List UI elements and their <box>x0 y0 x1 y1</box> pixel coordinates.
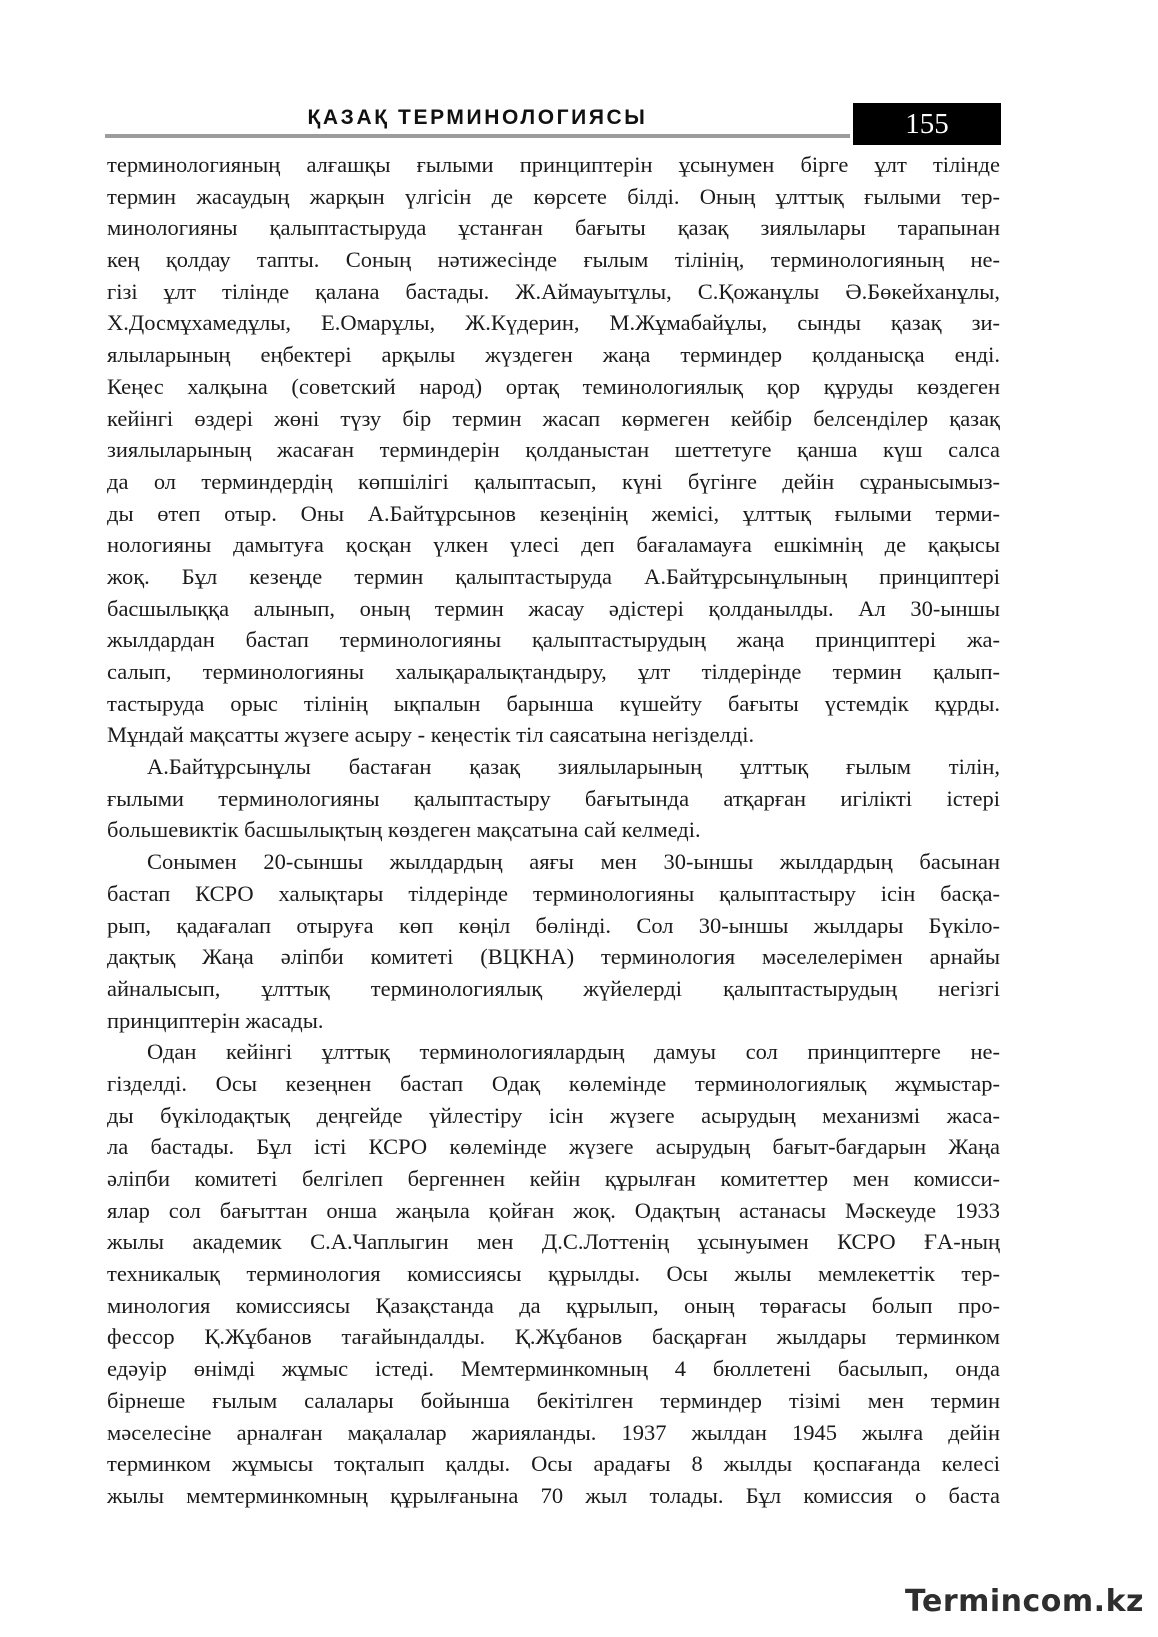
text-line: Кеңес халқына (советский народ) ортақ теминологиялық қор құруды көздеген <box>107 373 1000 399</box>
text-line: терминком жұмысы тоқталып қалды. Осы арадағы 8 жылды қоспағанда келесі <box>107 1451 1000 1477</box>
text-line: айналысып, ұлттық терминологиялық жүйелерді қалыптастырудың негізгі <box>107 975 1000 1001</box>
text-line: Сонымен 20-сыншы жылдардың аяғы мен 30-ыншы жылдардың басынан <box>147 849 1000 875</box>
page-number: 155 <box>905 108 949 140</box>
text-line: ла бастады. Бұл істі КСРО көлемінде жүзеге асырудың бағыт-бағдарын Жаңа <box>107 1134 1000 1160</box>
text-line: гізделді. Осы кезеңнен бастап Одақ көлемінде терминологиялық жұмыстар- <box>107 1070 1000 1096</box>
text-line: Х.Досмұхамедұлы, Е.Омарұлы, Ж.Күдерин, М.Жұмабайұлы, сынды қазақ зи- <box>107 310 1000 336</box>
text-line: А.Байтұрсынұлы бастаған қазақ зиялыларының ұлттық ғылым тілін, <box>147 754 1000 780</box>
body-text <box>107 149 1000 1512</box>
text-line: кең қолдау тапты. Соның нәтижесінде ғылым тілінің, терминологияның не- <box>107 247 1000 273</box>
text-line: термин жасаудың жарқын үлгісін де көрсете білді. Оның ұлттық ғылыми тер- <box>107 183 1000 209</box>
text-line: нологияны дамытуға қосқан үлкен үлесі деп бағаламауға ешкімнің де қақысы <box>107 532 1000 558</box>
text-line: жылы академик С.А.Чаплыгин мен Д.С.Лоттенің ұсынуымен КСРО ҒА-ның <box>107 1229 1000 1255</box>
text-line: ды бүкілодақтық деңгейде үйлестіру ісін жүзеге асырудың механизмі жаса- <box>107 1102 1000 1128</box>
text-line: тастыруда орыс тілінің ықпалын барынша күшейту бағыты үстемдік құрды. <box>107 690 1000 716</box>
text-line: минологияны қалыптастыруда ұстанған бағыты қазақ зиялылары тарапынан <box>107 215 1000 241</box>
text-line: бастап КСРО халықтары тілдерінде терминологияны қалыптастыру ісін басқа- <box>107 880 1000 906</box>
text-line: мәселесіне арналған мақалалар жарияланды. 1937 жылдан 1945 жылға дейін <box>107 1419 1000 1445</box>
paragraph <box>107 149 1000 751</box>
text-line: фессор Қ.Жұбанов тағайындалды. Қ.Жұбанов басқарған жылдары терминком <box>107 1324 1000 1350</box>
paragraph <box>107 751 1000 846</box>
text-line: басшылыққа алынып, оның термин жасау әдістері қолданылды. Ал 30-ыншы <box>107 595 1000 621</box>
text-line: минология комиссиясы Қазақстанда да құрылып, оның төрағасы болып про- <box>107 1292 1000 1318</box>
text-line: бірнеше ғылым салалары бойынша бекітілген терминдер тізімі мен термин <box>107 1387 1000 1413</box>
text-line: рып, қадағалап отыруға көп көңіл бөлінді. Сол 30-ыншы жылдары Бүкіло- <box>107 912 1000 938</box>
text-line: дақтық Жаңа әліпби комитеті (ВЦКНА) терминология мәселелерімен арнайы <box>107 944 1000 970</box>
text-line: Одан кейінгі ұлттық терминологиялардың дамуы сол принциптерге не- <box>147 1039 1000 1065</box>
text-line: ғылыми терминологияны қалыптастыру бағытында атқарған игілікті істері <box>107 785 1000 811</box>
text-line: ялар сол бағыттан онша жаңыла қойған жоқ. Одақтың астанасы Мәскеуде 1933 <box>107 1197 1000 1223</box>
text-line: терминологияның алғашқы ғылыми принциптерін ұсынумен бірге ұлт тілінде <box>107 152 1000 177</box>
text-line: ды өтеп отыр. Оны А.Байтұрсынов кезеңінің жемісі, ұлттық ғылыми терми- <box>107 500 1000 526</box>
paragraph <box>107 846 1000 1036</box>
text-line: Мұндай мақсатты жүзеге асыру - кеңестік тіл саясатына негізделді. <box>107 722 755 748</box>
text-line: әліпби комитеті белгілеп бергеннен кейін құрылған комитеттер мен комисси- <box>107 1166 1000 1191</box>
watermark-logo: Termincom.kz <box>905 1584 1144 1619</box>
text-line: салып, терминологияны халықаралықтандыру, ұлт тілдерінде термин қалып- <box>107 659 1000 684</box>
text-line: жылы мемтерминкомның құрылғанына 70 жыл толады. Бұл комиссия о баста <box>107 1482 1000 1508</box>
header-rule <box>105 134 850 138</box>
text-line: принциптерін жасады. <box>107 1007 324 1033</box>
text-line: большевиктік басшылықтың көздеген мақсатына сай келмеді. <box>107 817 701 843</box>
running-header-title: ҚАЗАҚ ТЕРМИНОЛОГИЯСЫ <box>307 106 648 129</box>
text-line: гізі ұлт тілінде қалана бастады. Ж.Аймауытұлы, С.Қожанұлы Ә.Бөкейханұлы, <box>107 278 1000 304</box>
text-line: жылдардан бастап терминологияны қалыптастырудың жаңа принциптері жа- <box>107 627 1000 653</box>
paragraph <box>107 1036 1000 1511</box>
text-line: ялыларының еңбектері арқылы жүздеген жаңа терминдер қолданысқа енді. <box>107 342 1000 368</box>
page-number-box <box>853 103 1001 145</box>
text-line: техникалық терминология комиссиясы құрылды. Осы жылы мемлекеттік тер- <box>107 1261 1000 1287</box>
text-line: кейінгі өздері жөні түзу бір термин жасап көрмеген кейбір белсенділер қазақ <box>107 405 1000 431</box>
text-line: жоқ. Бұл кезеңде термин қалыптастыруда А.Байтұрсынұлының принциптері <box>107 563 1000 589</box>
text-line: зиялыларының жасаған терминдерін қолданыстан шеттетуге қанша күш салса <box>107 437 1000 463</box>
text-line: едәуір өнімді жұмыс істеді. Мемтерминкомның 4 бюллетені басылып, онда <box>107 1356 1000 1382</box>
text-line: да ол терминдердің көпшілігі қалыптасып, күні бүгінге дейін сұранысымыз- <box>107 468 1000 494</box>
